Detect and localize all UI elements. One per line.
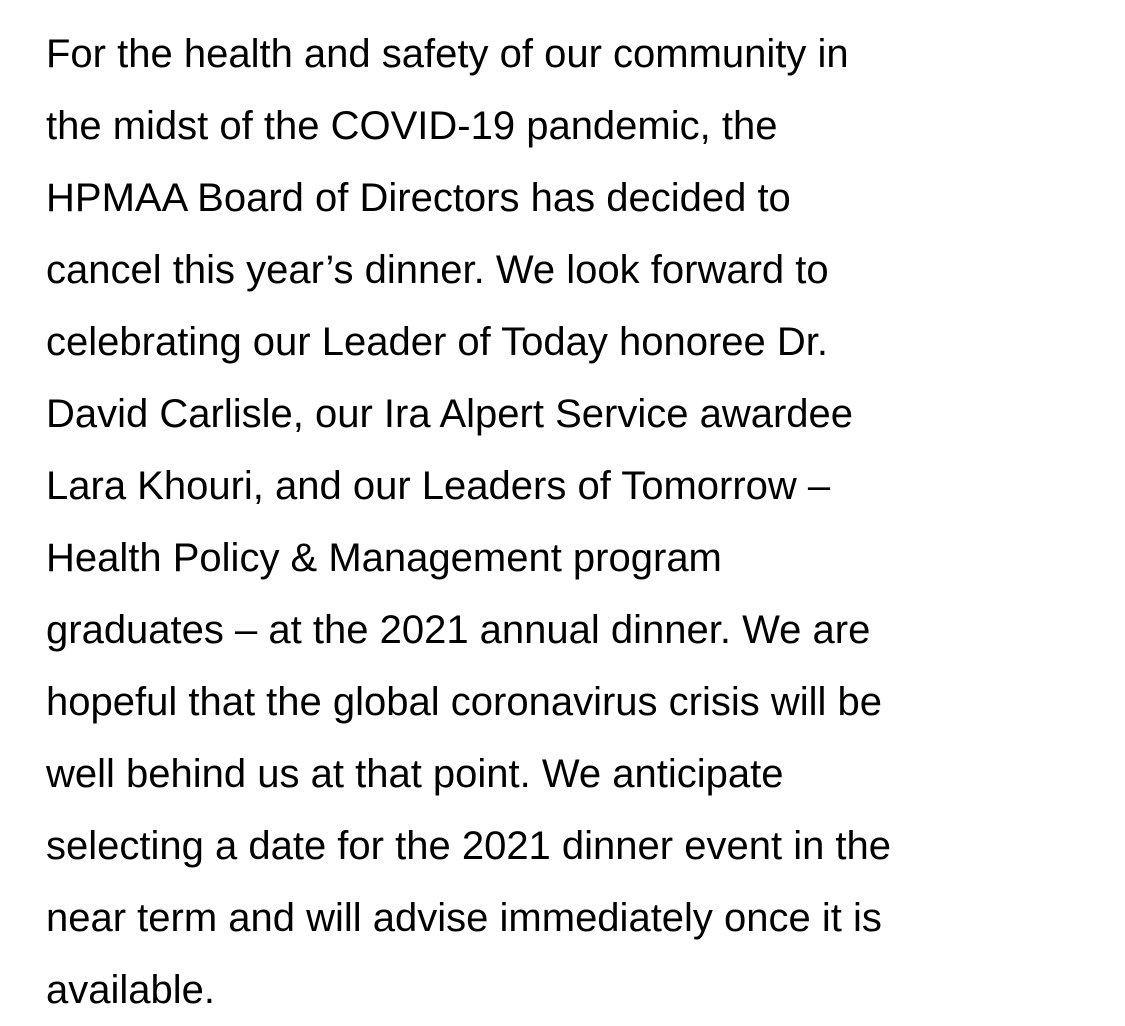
announcement-line-5: celebrating our Leader of Today honoree Dr. xyxy=(46,320,829,364)
announcement-line-7: Lara Khouri, and our Leaders of Tomorrow – xyxy=(46,464,831,508)
announcement-line-11: well behind us at that point. We anticipate xyxy=(46,752,784,796)
announcement-line-2: the midst of the COVID-19 pandemic, the xyxy=(46,104,778,148)
announcement-line-13: near term and will advise immediately once it is xyxy=(46,896,882,940)
announcement-line-10: hopeful that the global coronavirus crisis will be xyxy=(46,680,882,724)
announcement-line-8: Health Policy & Management program xyxy=(46,536,722,580)
announcement-line-3: HPMAA Board of Directors has decided to xyxy=(46,176,791,220)
announcement-line-9: graduates – at the 2021 annual dinner. We are xyxy=(46,608,871,652)
announcement-line-4: cancel this year’s dinner. We look forward to xyxy=(46,248,829,292)
announcement-line-12: selecting a date for the 2021 dinner event in the xyxy=(46,824,892,868)
announcement-text xyxy=(46,18,1106,1026)
announcement-line-14: available. xyxy=(46,968,216,1012)
announcement-line-6: David Carlisle, our Ira Alpert Service awardee xyxy=(46,392,854,436)
announcement-line-1: For the health and safety of our community in xyxy=(46,32,849,76)
